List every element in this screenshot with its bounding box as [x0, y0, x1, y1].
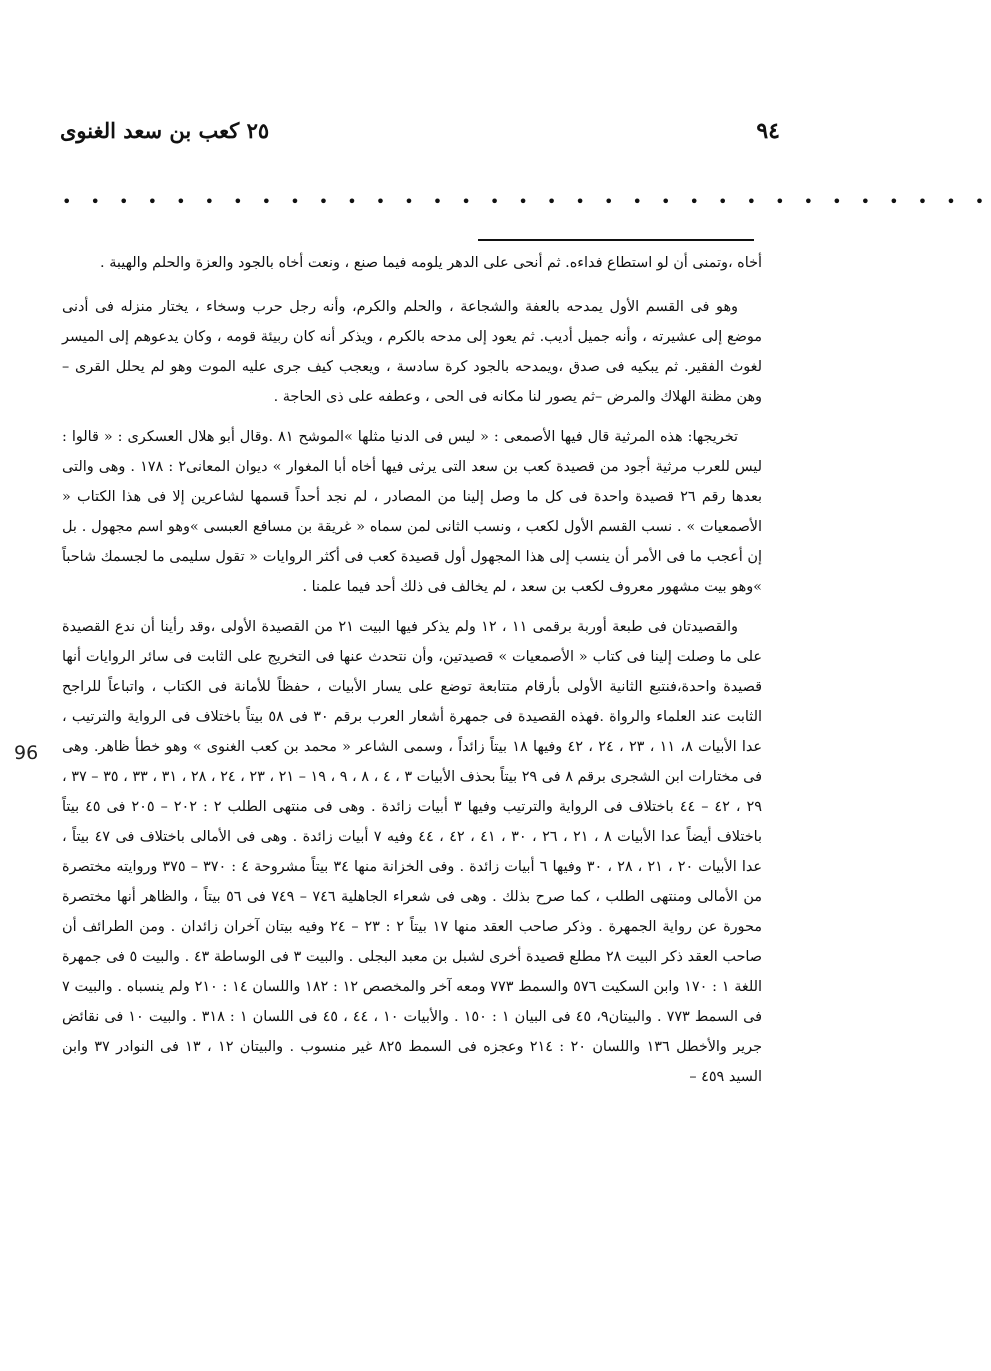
commentary-body [62, 248, 762, 1092]
paragraph-takhrij: تخريجها: هذه المرثية قال فيها الأصمعى : « ليس فى الدنيا مثلها »الموشح ٨١ .وقال أبو هلال العسكرى : « قالوا : ليس للعرب مرثية أجود من قصيدة كعب بن سعد التى يرثى فيها أخاه أبا المغوار » ديوان المعانى٢ : ١٧٨ . وهى والتى بعدها رقم ٢٦ قصيدة واحدة فى كل ما وصل إلينا من المصادر ، لم نجد أحداً قسمها لشاعرين إلا فى هذا الكتاب « الأصمعيات » . نسب القسم الأول لكعب ، ونسب الثانى لمن سماه « غريقة بن مسافع العبسى »وهو اسم مجهول . بل إن أعجب ما فى الأمر أن ينسب إلى هذا المجهول أول قصيدة كعب فى أكثر الروايات « تقول سليمى ما لجسمك شاحباً »وهو بيت مشهور معروف لكعب بن سعد ، لم يخالف فى ذلك أحد فيما علمنا . [62, 429, 763, 595]
paragraph-continuation: أخاه ،وتمنى أن لو استطاع فداءه. ثم أنحى على الدهر يلومه فيما صنع ، ونعت أخاه بالجود والعزة والحلم والهيبة . [100, 255, 762, 271]
paragraph-sources: والقصيدتان فى طبعة أوربة برقمى ١١ ، ١٢ ولم يذكر فيها البيت ٢١ من القصيدة الأولى ،وقد رأينا أن ندع القصيدة على ما وصلت إلينا فى كتاب « الأصمعيات » قصيدتين، وأن نتحدث عنها فى التخريج على الثابت فى سائر الروايات أنها قصيدة واحدة،فنتبع الثانية الأولى بأرقام متتابعة توضع على يسار الأبيات ، حفظاً للأمانة فى الكتاب ، واتباعاً للراجح الثابت عند العلماء والرواة .فهذه القصيدة فى جمهرة أشعار العرب برقم ٣٠ فى ٥٨ بيتاً باختلاف فى الرواية والترتيب ، عدا الأبيات ٨، ١١ ، ٢٣ ، ٢٤ ، ٤٢ وفيها ١٨ بيتاً زائداً ، وسمى الشاعر « محمد بن كعب الغنوى » وهو خطأ ظاهر. وهى فى مختارات ابن الشجرى برقم ٨ فى ٢٩ بيتاً بحذف الأبيات ٣ ، ٤ ، ٨ ، ٩ ، ١٩ – ٢١ ، ٢٣ ، ٢٤ ، ٢٨ ، ٣١ ، ٣٣ ، ٣٥ – ٣٧ ، ٢٩ ، ٤٢ – ٤٤ باختلاف فى الرواية والترتيب وفيها ٣ أبيات زائدة . وهى فى منتهى الطلب ٢ : ٢٠٢ – ٢٠٥ فى ٤٥ بيتاً باختلاف أيضاً عدا الأبيات ٨ ، ٢١ ، ٢٦ ، ٣٠ ، ٤١ ، ٤٢ ، ٤٤ وفيه ٧ أبيات زائدة . وهى فى الأمالى باختلاف فى ٤٧ بيتاً ، عدا الأبيات ٢٠ ، ٢١ ، ٢٨ ، ٣٠ وفيها ٦ أبيات زائدة . وفى الخزانة منها ٣٤ بيتاً مشروحة ٤ : ٣٧٠ – ٣٧٥ وروايته مختصرة من الأمالى ومنتهى الطلب ، كما صرح بذلك . وهى فى شعراء الجاهلية ٧٤٦ – ٧٤٩ فى ٥٦ بيتاً ، والظاهر أنها مختصرة محورة عن رواية الجمهرة . وذكر صاحب العقد منها ١٧ بيتاً ٢ : ٢٣ – ٢٤ وفيه بيتان آخران زائدان . ومن الطرائف أن صاحب العقد ذكر البيت ٢٨ مطلع قصيدة أخرى لشبل بن معبد البجلى . والبيت ٣ فى الوساطة ٤٣ . والبيت ٥ فى جمهرة اللغة ١ : ١٧٠ وابن السكيت ٥٧٦ والسمط ٧٧٣ ومعه آخر والمخصص ١٢ : ١٨٢ واللسان ١٤ : ٢١٠ ولم ينسباه . والبيت ٧ فى السمط ٧٧٣ . والبيتان٩، ٤٥ فى البيان ١ : ١٥٠ . والأبيات ١٠ ، ٤٤ ، ٤٥ فى اللسان ١ : ٣١٨ . والبيت ١٠ فى نقائض جرير والأخطل ١٣٦ واللسان ٢٠ : ٢١٤ وعجزه فى السمط ٨٢٥ غير منسوب . والبيتان ١٢ ، ١٣ فى النوادر ٣٧ وابن السيد ٤٥٩ – [62, 619, 763, 1085]
poem-title: ٢٥ كعب بن سعد الغنوى [60, 118, 270, 143]
page-number: ٩٤ [756, 118, 780, 144]
margin-page-number: 96 [14, 742, 39, 764]
footnote-rule [478, 239, 754, 241]
page-header [60, 118, 780, 144]
dotted-separator: • • • • • • • • • • • • • • • • • • • • • • • • • • • • • • • • • [62, 192, 991, 211]
paragraph-summary: وهو فى القسم الأول يمدحه بالعفة والشجاعة ، والحلم والكرم، وأنه رجل حرب وسخاء ، يختار منزله فى أدنى موضع إلى عشيرته ، وأنه جميل أديب. ثم يعود إلى مدحه بالكرم ، ويذكر أنه كان ربيئة قومه ، وكان يدعوهم إلى الميسر لغوث الفقير. ثم يبكيه فى صدق ،ويمدحه بالجود كرة سادسة ، ويعجب كيف جرى عليه الموت وهو لم يحلل القرى – وهن مظنة الهلاك والمرض –ثم يصور لنا مكانه فى الحى ، وعطفه على ذى الحاجة . [62, 299, 762, 405]
